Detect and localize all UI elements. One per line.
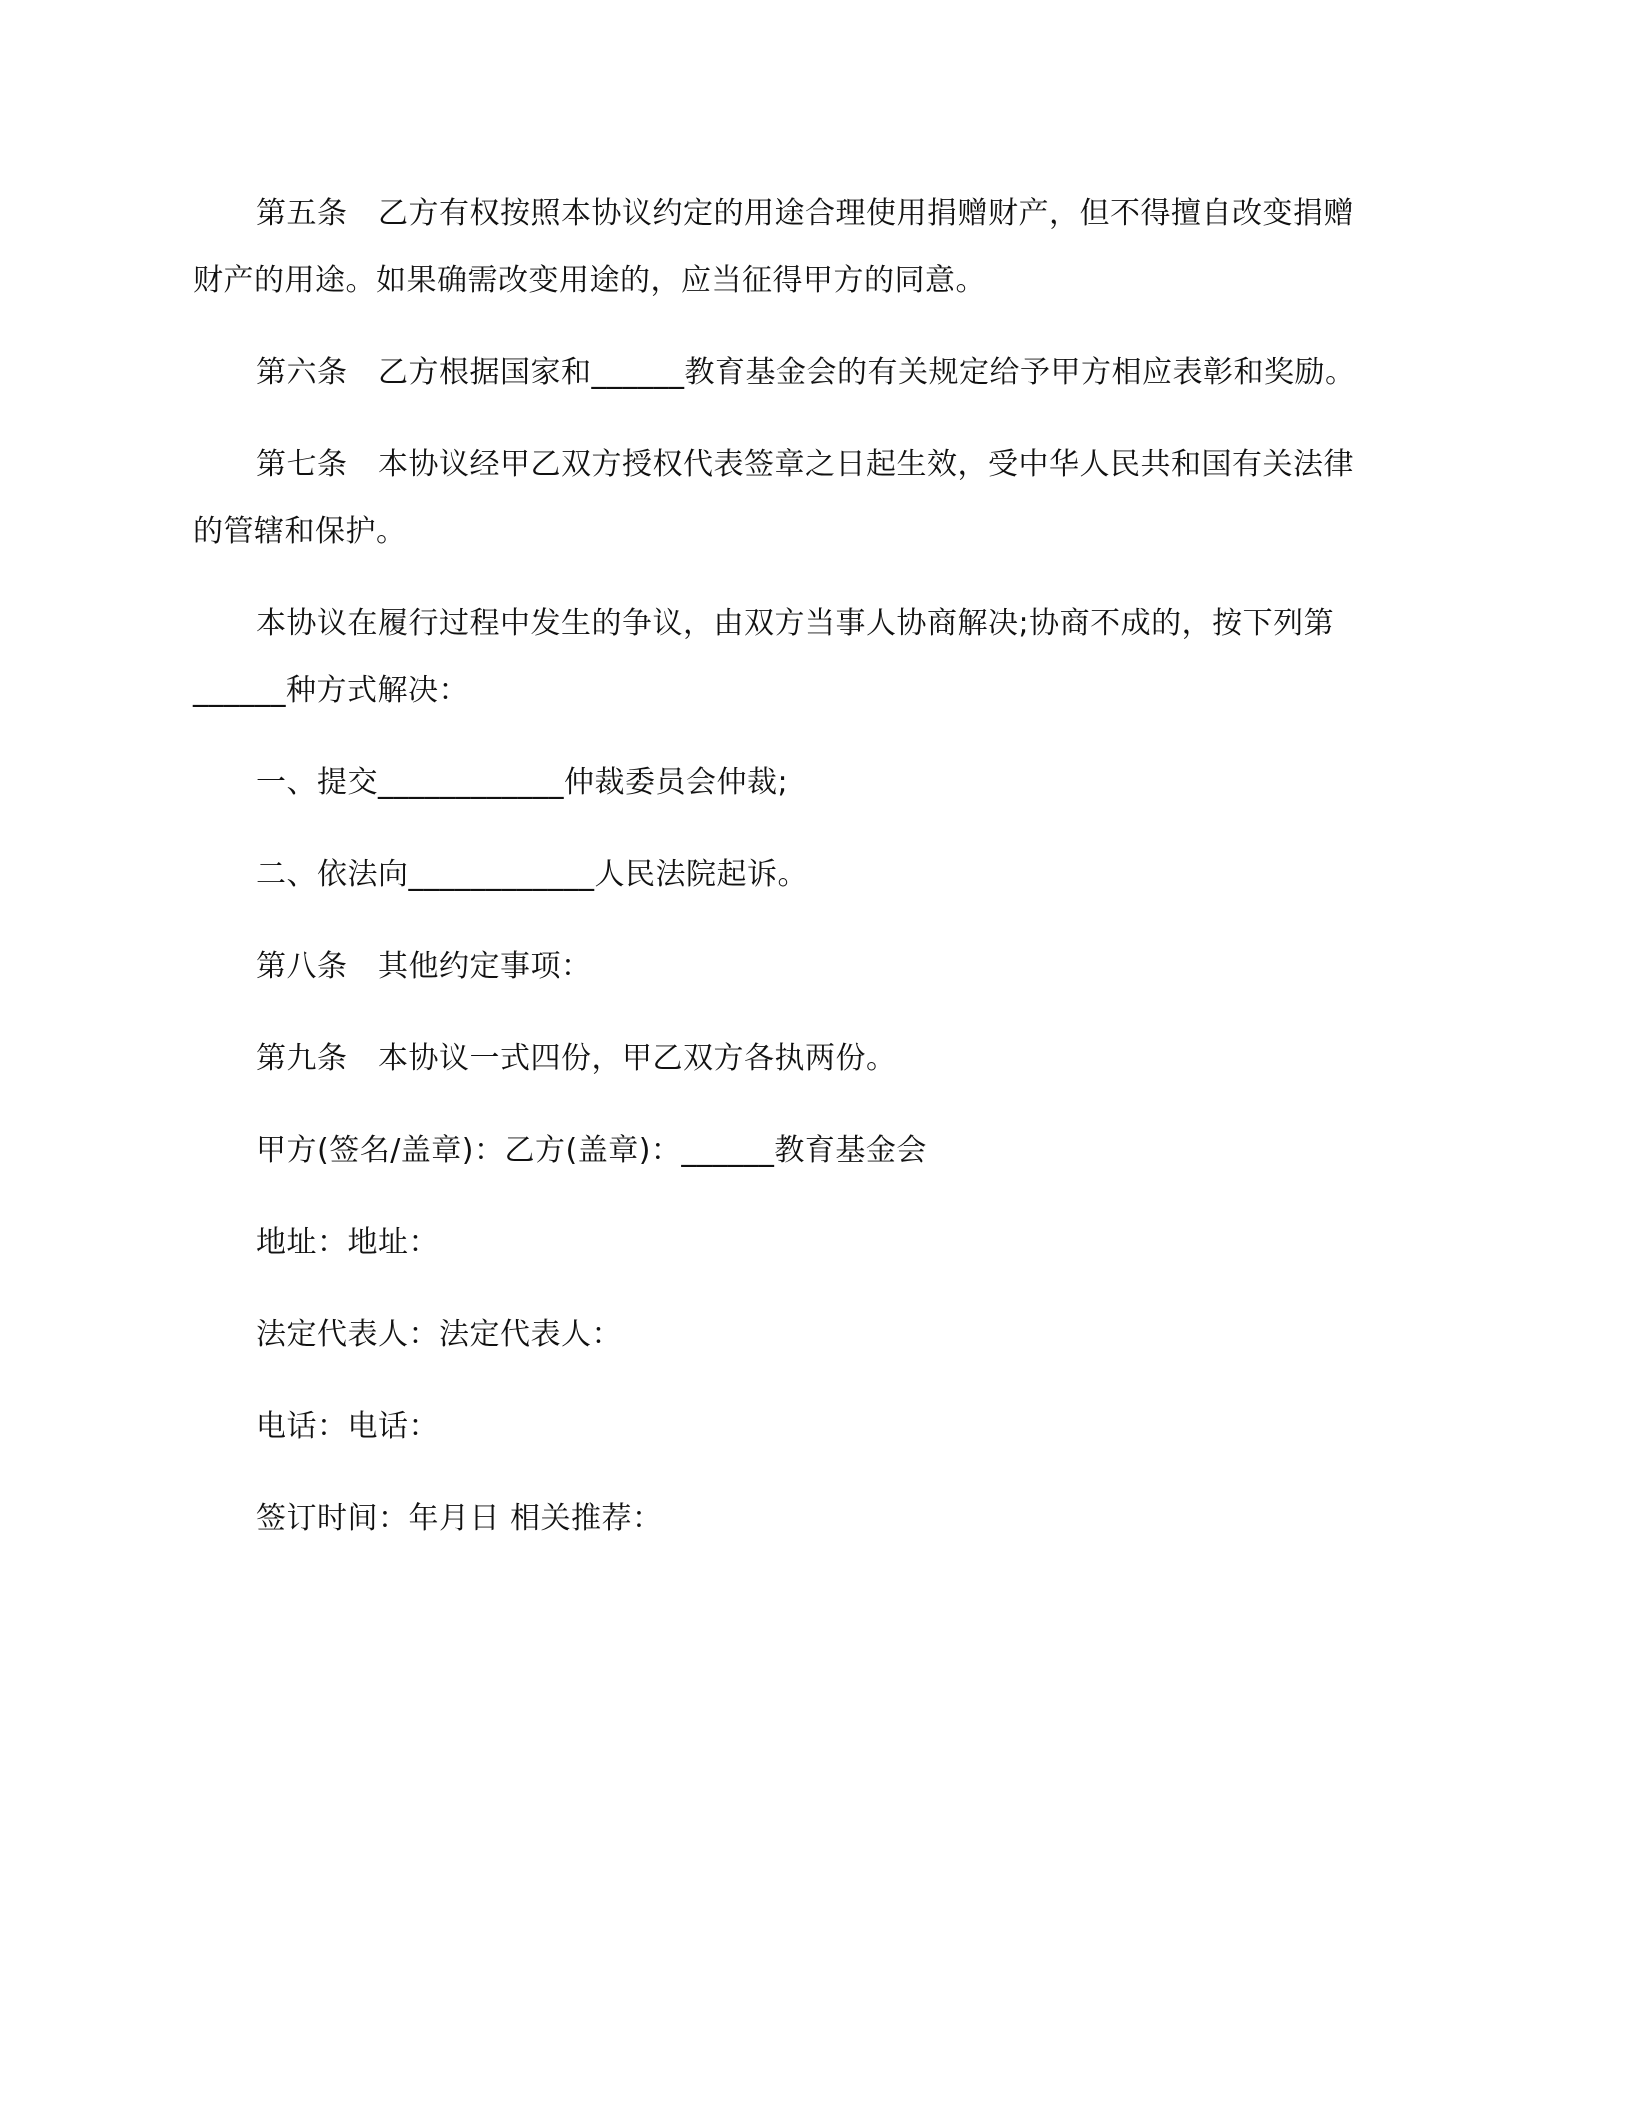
article-6: 第六条 乙方根据国家和______教育基金会的有关规定给予甲方相应表彰和奖励。 (256, 355, 1356, 390)
dispute-option-court: 二、依法向____________人民法院起诉。 (256, 857, 808, 892)
legal-representative-line: 法定代表人：法定代表人： (256, 1317, 622, 1352)
phone-line: 电话：电话： (256, 1409, 439, 1444)
article-7-line-1: 第七条 本协议经甲乙双方授权代表签章之日起生效，受中华人民共和国有关法律 (256, 447, 1354, 482)
article-9: 第九条 本协议一式四份，甲乙双方各执两份。 (256, 1041, 897, 1076)
dispute-clause-line-1: 本协议在履行过程中发生的争议，由双方当事人协商解决;协商不成的，按下列第 (256, 606, 1335, 641)
article-5-line-2: 财产的用途。如果确需改变用途的，应当征得甲方的同意。 (193, 263, 986, 298)
article-5-line-1: 第五条 乙方有权按照本协议约定的用途合理使用捐赠财产，但不得擅自改变捐赠 (256, 196, 1354, 231)
dispute-clause-line-2: ______种方式解决： (193, 673, 469, 708)
address-line: 地址：地址： (256, 1225, 439, 1260)
signature-parties: 甲方(签名/盖章)：乙方(盖章)：______教育基金会 (256, 1133, 927, 1168)
article-8: 第八条 其他约定事项： (256, 949, 592, 984)
signing-date-line: 签订时间：年月日 相关推荐： (256, 1501, 663, 1536)
article-7-line-2: 的管辖和保护。 (193, 514, 407, 549)
dispute-option-arbitration: 一、提交____________仲裁委员会仲裁; (256, 765, 789, 800)
